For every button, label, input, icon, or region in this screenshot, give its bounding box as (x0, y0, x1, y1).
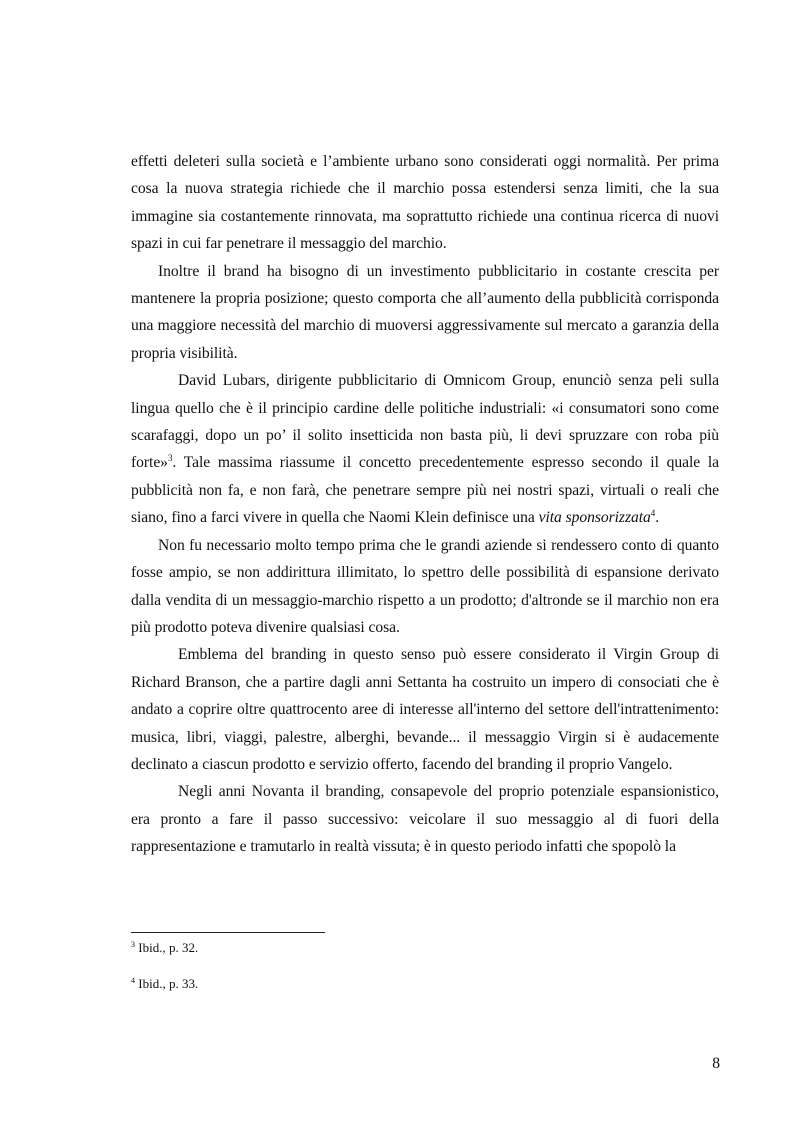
paragraph-3-italic: vita sponsorizzata (538, 509, 651, 527)
paragraph-1: effetti deleteri sulla società e l’ambiente urbano sono considerati oggi normalità. Per prima cosa la nuova strategia richiede che il marchio possa estendersi senza limiti, che la sua immagine sia costantemente rinnovata, ma soprattutto richiede una continua ricerca di nuovi spazi in cui far penetrare il messaggio del marchio. (131, 153, 719, 253)
paragraph-2: Inoltre il brand ha bisogno di un investimento pubblicitario in costante crescita per mantenere la propria posizione; questo comporta che all’aumento della pubblicità corrisponda una maggiore necessità del marchio di muoversi aggressivamente sul mercato a garanzia della propria visibilità. (131, 262, 719, 362)
footnote-3-text: Ibid., p. 32. (138, 940, 199, 955)
footnote-3-number: 3 (131, 940, 135, 949)
footnote-ref-4: 4 (650, 508, 656, 519)
footnote-4-number: 4 (131, 976, 135, 985)
footnote-3 (131, 940, 531, 956)
page-number: 8 (712, 1055, 720, 1072)
footnote-4 (131, 976, 531, 992)
paragraph-4: Non fu necessario molto tempo prima che le grandi aziende si rendessero conto di quanto fosse ampio, se non addirittura illimitato, lo spettro delle possibilità di espansione derivato dalla vendita di un messaggio-marchio rispetto a un prodotto; d'altronde se il marchio non era più prodotto poteva divenire qualsiasi cosa. (131, 536, 719, 636)
paragraph-3-text-end: . (655, 509, 660, 527)
paragraph-3-text-b: . Tale massima riassume il concetto precedentemente espresso secondo il quale la pubblicità non fa, e non farà, che penetrare sempre più nei nostri spazi, virtuali o reali che siano, fino a farci vivere in quella che Naomi Klein definisce una (131, 454, 719, 527)
body-text (131, 148, 719, 861)
paragraph-3-text-a: David Lubars, dirigente pubblicitario di Omnicom Group, enunciò senza peli sulla lingua quello che è il principio cardine delle politiche industriali: «i consumatori sono come scarafaggi, dopo un po’ il solito insetticida non basta più, li devi spruzzare con roba più forte» (131, 372, 719, 472)
footnote-4-text: Ibid., p. 33. (138, 976, 199, 991)
paragraph-3 (131, 367, 719, 531)
footnote-ref-3: 3 (167, 453, 173, 464)
paragraph-6: Negli anni Novanta il branding, consapevole del proprio potenziale espansionistico, era pronto a fare il passo successivo: veicolare il suo messaggio al di fuori della rappresentazione e tramutarlo in realtà vissuta; è in questo periodo infatti che spopolò la (131, 783, 719, 856)
footnote-separator (131, 932, 325, 933)
paragraph-5: Emblema del branding in questo senso può essere considerato il Virgin Group di Richard Branson, che a partire dagli anni Settanta ha costruito un impero di consociati che è andato a coprire oltre quattrocento aree di interesse all'interno del settore dell'intrattenimento: musica, libri, viaggi, palestre, alberghi, bevande... il messaggio Virgin si è audacemente declinato a ciascun prodotto e servizio offerto, facendo del branding il proprio Vangelo. (131, 646, 719, 773)
